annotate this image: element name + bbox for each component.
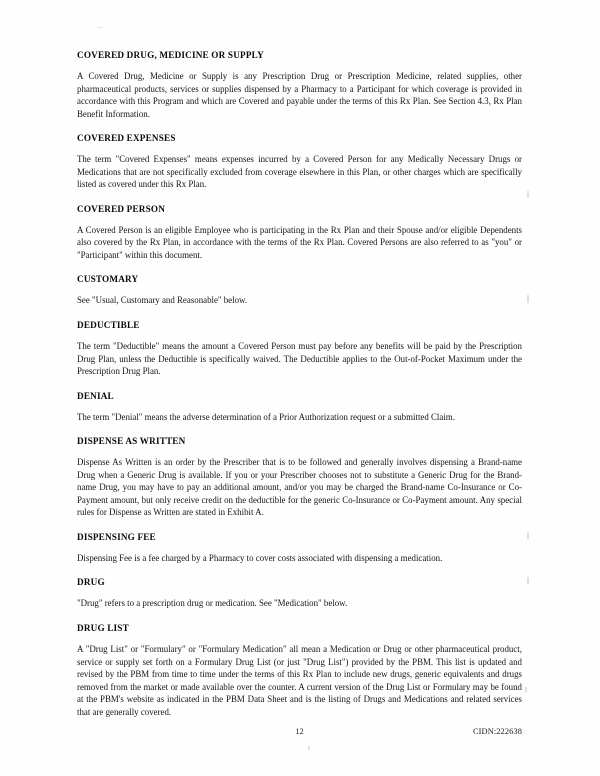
scan-artifact xyxy=(527,577,529,584)
section-heading: COVERED PERSON xyxy=(77,203,166,214)
section-paragraph: The term "Deductible" means the amount a Covered Person must pay before any benefits will be paid by the Prescription Drug Plan, unless the Deductible is specifically waived. The Deductible applies to the Out-of-Pocket Maximum under the Prescription Drug Plan. xyxy=(77,341,522,377)
section-heading: DRUG xyxy=(77,577,105,588)
section-paragraph: The term "Covered Expenses" means expenses incurred by a Covered Person for any Medically Necessary Drugs or Medications that are not specifically excluded from coverage elsewhere in this Plan, or other charges which are specifically listed as covered under this Rx Plan. xyxy=(77,154,522,190)
section-paragraph: Dispensing Fee is a fee charged by a Pharmacy to cover costs associated with dispensing a medication. xyxy=(77,552,443,563)
section-covered-drug-medicine-or-supply xyxy=(77,50,522,120)
section-heading: DISPENSING FEE xyxy=(77,531,156,542)
scan-artifact xyxy=(527,191,529,198)
scan-artifact xyxy=(525,687,527,693)
section-heading: COVERED EXPENSES xyxy=(77,133,176,144)
page-footer xyxy=(77,726,522,742)
scan-artifact xyxy=(527,295,529,303)
section-drug xyxy=(77,577,522,610)
scan-artifact xyxy=(97,27,102,28)
section-heading: DENIAL xyxy=(77,390,114,401)
section-paragraph: See "Usual, Customary and Reasonable" below. xyxy=(77,295,248,306)
scan-artifact xyxy=(527,532,529,539)
section-heading: DRUG LIST xyxy=(77,623,129,634)
section-paragraph: Dispense As Written is an order by the Prescriber that is to be followed and generally involves dispensing a Brand-name Drug when a Generic Drug is available. If you or your Prescriber chooses not to substitute a Generic Drug for the Brand-name Drug, you may have to pay an additional amount, and/or you may be charged the Brand-name Co-Insurance or Co-Payment amount, but only receive credit on the deductible for the generic Co-Insurance or Co-Payment amount. Any special rules for Dispense as Written are stated in Exhibit A. xyxy=(77,457,522,518)
section-dispense-as-written xyxy=(77,436,522,519)
section-paragraph: A Covered Person is an eligible Employee who is participating in the Rx Plan and their Spouse and/or eligible Dependents also covered by the Rx Plan, in accordance with the terms of the Rx Plan. Covered Persons are also referred to as "you" or "Participant" within this document. xyxy=(77,224,522,260)
section-covered-person xyxy=(77,204,522,262)
page-number: 12 xyxy=(295,727,304,736)
section-heading: DISPENSE AS WRITTEN xyxy=(77,436,186,447)
section-paragraph: A Covered Drug, Medicine or Supply is any Prescription Drug or Prescription Medicine, related supplies, other pharmaceutical products, services or supplies dispensed by a Pharmacy to a Participant for which coverage is provided in accordance with this Program and which are Covered and payable under the terms of this Rx Plan. See Section 4.3, Rx Plan Benefit Information. xyxy=(77,71,522,119)
section-dispensing-fee xyxy=(77,532,522,565)
section-paragraph: A "Drug List" or "Formulary" or "Formulary Medication" all mean a Medication or Drug or other pharmaceutical product, service or supply set forth on a Formulary Drug List (or just "Drug List") provided by the PBM. This list is updated and revised by the PBM from time to time under the terms of this Rx Plan to include new drugs, generic equivalents and drugs removed from the market or made available over the counter. A current version of the Drug List or Formulary may be found at the PBM's website as indicated in the PBM Data Sheet and is the listing of Drugs and Medications and related services that are generally covered. xyxy=(77,644,522,717)
section-deductible xyxy=(77,320,522,378)
section-paragraph: The term "Denial" means the adverse determination of a Prior Authorization request or a submitted Claim. xyxy=(77,411,455,422)
section-heading: CUSTOMARY xyxy=(77,274,139,285)
document-body xyxy=(77,50,522,730)
section-heading: COVERED DRUG, MEDICINE OR SUPPLY xyxy=(77,50,264,60)
section-covered-expenses xyxy=(77,133,522,191)
section-customary xyxy=(77,274,522,307)
section-denial xyxy=(77,391,522,424)
document-id: CIDN:222638 xyxy=(472,727,522,736)
section-drug-list xyxy=(77,623,522,718)
section-heading: DEDUCTIBLE xyxy=(77,320,140,331)
scan-artifact xyxy=(308,746,310,750)
section-paragraph: "Drug" refers to a prescription drug or medication. See "Medication" below. xyxy=(77,598,348,609)
